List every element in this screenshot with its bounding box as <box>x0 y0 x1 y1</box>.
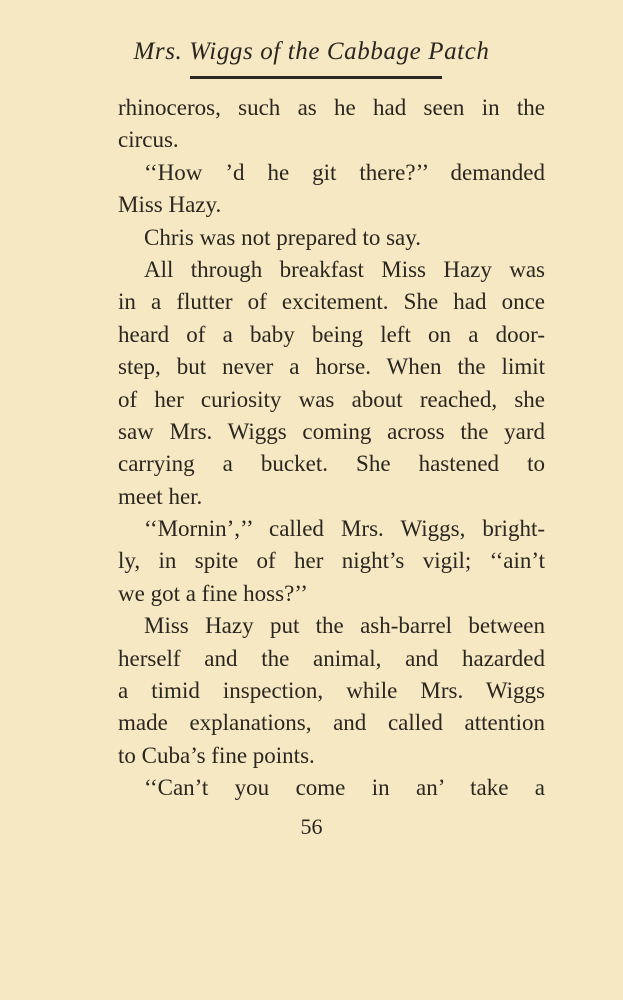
text-line: Chris was not prepared to say. <box>144 224 421 250</box>
text-line: we got a fine hoss?’’ <box>118 580 308 606</box>
text-line: circus. <box>118 127 179 153</box>
text-line: of her curiosity was about reached, she <box>118 386 545 412</box>
text-line: saw Mrs. Wiggs coming across the yard <box>118 418 545 444</box>
text-line: heard of a baby being left on a door- <box>118 321 545 347</box>
text-line: made explanations, and called attention <box>118 710 545 736</box>
text-line: carrying a bucket. She hastened to <box>118 451 545 477</box>
text-line: in a flutter of excitement. She had once <box>118 289 545 315</box>
text-line: Miss Hazy put the ash-barrel between <box>144 613 545 639</box>
page-number: 56 <box>300 814 323 839</box>
running-head: Mrs. Wiggs of the Cabbage Patch <box>133 38 490 65</box>
text-line: Miss Hazy. <box>118 192 222 218</box>
text-line: rhinoceros, such as he had seen in the <box>118 95 545 120</box>
text-line: step, but never a horse. When the limit <box>118 354 545 380</box>
text-line: meet her. <box>118 483 203 509</box>
text-line: ‘‘How ’d he git there?’’ demanded <box>144 159 545 185</box>
text-line: ly, in spite of her night’s vigil; ‘‘ain’t <box>118 548 545 574</box>
text-line: ‘‘Mornin’,’’ called Mrs. Wiggs, bright- <box>144 516 545 542</box>
text-line: ‘‘Can’t you come in an’ take a <box>144 775 545 801</box>
running-head-rule <box>190 76 442 79</box>
text-line: to Cuba’s fine points. <box>118 742 315 768</box>
body-text <box>118 92 545 805</box>
text-line: a timid inspection, while Mrs. Wiggs <box>118 678 545 704</box>
text-line: herself and the animal, and hazarded <box>118 645 545 671</box>
text-line: All through breakfast Miss Hazy was <box>144 256 545 282</box>
